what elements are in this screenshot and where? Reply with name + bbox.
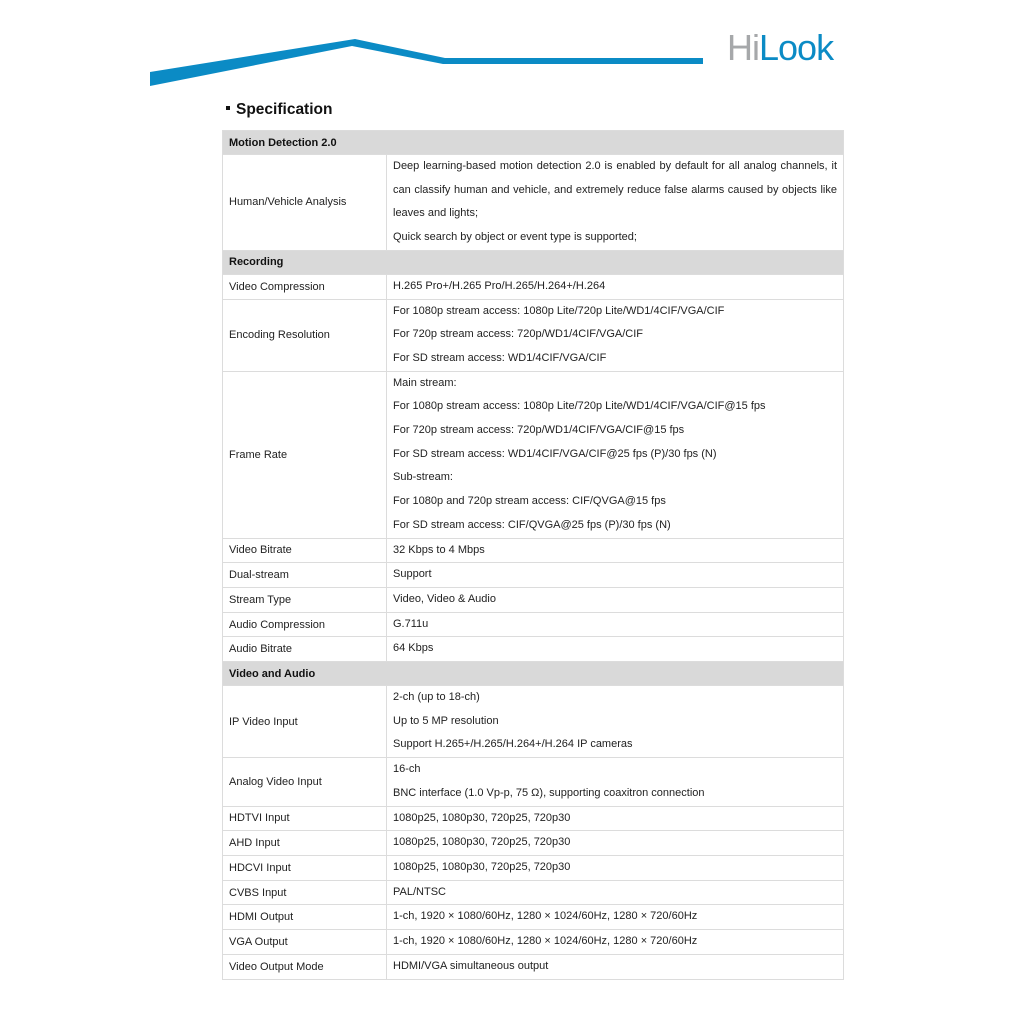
section-title: Motion Detection 2.0	[223, 131, 844, 155]
spec-value-line: Quick search by object or event type is supported;	[393, 231, 637, 244]
spec-value-line: For 1080p stream access: 1080p Lite/720p Lite/WD1/4CIF/VGA/CIF	[393, 304, 725, 317]
spec-value-line: Support H.265+/H.265/H.264+/H.264 IP cameras	[393, 738, 633, 751]
spec-label: HDMI Output	[223, 905, 387, 930]
spec-value-line: Main stream:	[393, 376, 457, 389]
banner-stripe	[150, 39, 703, 86]
spec-value-line: H.265 Pro+/H.265 Pro/H.265/H.264+/H.264	[393, 279, 606, 292]
spec-row	[223, 806, 844, 831]
spec-row	[223, 371, 844, 538]
spec-label: Human/Vehicle Analysis	[223, 155, 387, 251]
spec-value-line: Deep learning-based motion detection 2.0 is enabled by default for all analog channels, it can classify human and vehicle, and extremely reduce false alarms caused by objects like leaves and lights;	[393, 160, 837, 220]
spec-row	[223, 274, 844, 299]
spec-value	[387, 686, 844, 758]
spec-label: HDTVI Input	[223, 806, 387, 831]
spec-label: Video Bitrate	[223, 538, 387, 563]
spec-value	[387, 831, 844, 856]
spec-value-line: 1080p25, 1080p30, 720p25, 720p30	[393, 860, 571, 873]
spec-label: Stream Type	[223, 587, 387, 612]
spec-label: VGA Output	[223, 930, 387, 955]
section-header	[223, 662, 844, 686]
spec-value	[387, 954, 844, 979]
spec-value-line: For 1080p and 720p stream access: CIF/QVGA@15 fps	[393, 495, 666, 508]
spec-value	[387, 930, 844, 955]
spec-row	[223, 954, 844, 979]
spec-row	[223, 538, 844, 563]
spec-value-line: For 720p stream access: 720p/WD1/4CIF/VGA/CIF@15 fps	[393, 424, 685, 437]
spec-label: AHD Input	[223, 831, 387, 856]
spec-value-line: 16-ch	[393, 763, 421, 776]
logo-suffix: Look	[759, 27, 834, 68]
spec-row	[223, 612, 844, 637]
spec-row	[223, 155, 844, 251]
spec-value	[387, 758, 844, 806]
spec-label: Audio Compression	[223, 612, 387, 637]
spec-value-line: For SD stream access: WD1/4CIF/VGA/CIF	[393, 351, 607, 364]
spec-row	[223, 855, 844, 880]
spec-label: Frame Rate	[223, 371, 387, 538]
spec-value	[387, 637, 844, 662]
spec-row	[223, 930, 844, 955]
spec-value-line: 1-ch, 1920 × 1080/60Hz, 1280 × 1024/60Hz, 1280 × 720/60Hz	[393, 935, 698, 948]
spec-value	[387, 880, 844, 905]
spec-row	[223, 905, 844, 930]
logo-prefix: Hi	[727, 27, 759, 68]
spec-label: IP Video Input	[223, 686, 387, 758]
spec-value-line: For SD stream access: WD1/4CIF/VGA/CIF@25 fps (P)/30 fps (N)	[393, 447, 717, 460]
spec-row	[223, 299, 844, 371]
spec-label: CVBS Input	[223, 880, 387, 905]
spec-row	[223, 831, 844, 856]
spec-value-line: 1080p25, 1080p30, 720p25, 720p30	[393, 811, 571, 824]
spec-value	[387, 905, 844, 930]
spec-value-line: Up to 5 MP resolution	[393, 714, 499, 727]
spec-label: Video Compression	[223, 274, 387, 299]
spec-value	[387, 299, 844, 371]
spec-value	[387, 371, 844, 538]
spec-label: Dual-stream	[223, 563, 387, 588]
spec-value	[387, 563, 844, 588]
spec-row	[223, 686, 844, 758]
spec-row	[223, 758, 844, 806]
spec-label: Analog Video Input	[223, 758, 387, 806]
spec-row	[223, 880, 844, 905]
spec-label: Video Output Mode	[223, 954, 387, 979]
spec-label: HDCVI Input	[223, 855, 387, 880]
section-title: Recording	[223, 250, 844, 274]
bullet-icon	[226, 106, 230, 110]
spec-label: Encoding Resolution	[223, 299, 387, 371]
spec-value-line: 1080p25, 1080p30, 720p25, 720p30	[393, 836, 571, 849]
page-title: Specification	[226, 101, 332, 119]
spec-value-line: Support	[393, 568, 432, 581]
hilook-logo	[727, 28, 833, 68]
spec-value	[387, 806, 844, 831]
spec-row	[223, 587, 844, 612]
spec-value	[387, 587, 844, 612]
spec-value-line: For 1080p stream access: 1080p Lite/720p Lite/WD1/4CIF/VGA/CIF@15 fps	[393, 400, 766, 413]
spec-value-line: Sub-stream:	[393, 471, 453, 484]
spec-value	[387, 274, 844, 299]
spec-value-line: Video, Video & Audio	[393, 592, 496, 605]
spec-value	[387, 612, 844, 637]
spec-value-line: 64 Kbps	[393, 642, 434, 655]
spec-row	[223, 637, 844, 662]
spec-table	[222, 130, 844, 980]
spec-value-line: G.711u	[393, 617, 429, 630]
spec-value-line: 1-ch, 1920 × 1080/60Hz, 1280 × 1024/60Hz, 1280 × 720/60Hz	[393, 910, 698, 923]
spec-value-line: 2-ch (up to 18-ch)	[393, 691, 480, 704]
header-banner	[0, 0, 1024, 100]
spec-value	[387, 155, 844, 251]
spec-value-line: BNC interface (1.0 Vp-p, 75 Ω), supporting coaxitron connection	[393, 786, 705, 799]
spec-value-line: HDMI/VGA simultaneous output	[393, 959, 549, 972]
spec-value-line: For SD stream access: CIF/QVGA@25 fps (P)/30 fps (N)	[393, 518, 671, 531]
spec-value-line: PAL/NTSC	[393, 885, 446, 898]
spec-value-line: For 720p stream access: 720p/WD1/4CIF/VGA/CIF	[393, 328, 644, 341]
section-title: Video and Audio	[223, 662, 844, 686]
spec-value-line: 32 Kbps to 4 Mbps	[393, 543, 485, 556]
section-header	[223, 250, 844, 274]
spec-label: Audio Bitrate	[223, 637, 387, 662]
section-header	[223, 131, 844, 155]
spec-value	[387, 855, 844, 880]
spec-row	[223, 563, 844, 588]
spec-value	[387, 538, 844, 563]
